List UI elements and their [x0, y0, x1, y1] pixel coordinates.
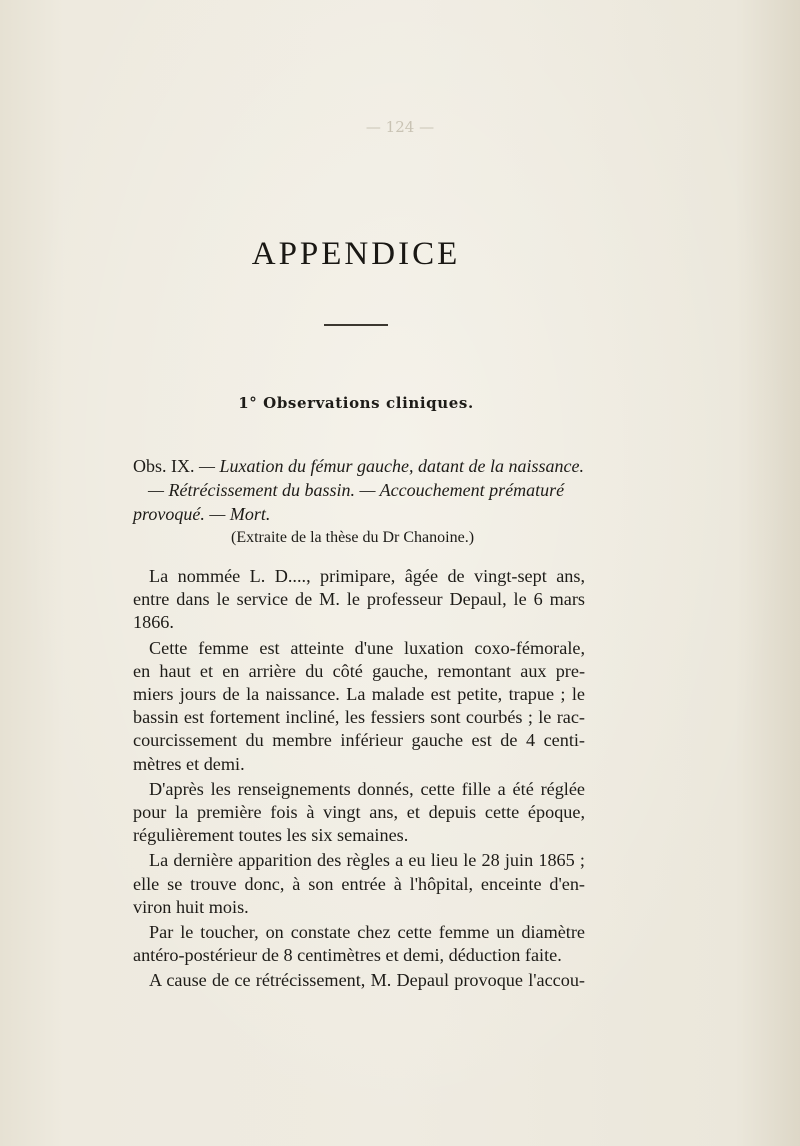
title-divider [324, 324, 388, 326]
observation-line-1 [133, 454, 593, 478]
body-text [133, 565, 585, 993]
paragraph [133, 969, 585, 992]
text-line: en haut et en arrière du côté gauche, remontant aux pre- [133, 660, 585, 681]
text-line: régulièrement toutes les six semaines. [133, 825, 409, 846]
paragraph [133, 637, 585, 776]
observation-source: (Extraite de la thèse du Dr Chanoine.) [231, 529, 475, 546]
text-line: elle se trouve donc, à son entrée à l'hôpital, enceinte d'en- [133, 873, 585, 894]
text-line: antéro-postérieur de 8 centimètres et demi, déduction faite. [133, 945, 562, 966]
paragraph [133, 921, 585, 967]
observation-line-2: — Rétrécissement du bassin. — Accouchement prématuré [148, 480, 565, 500]
observation-title-part-1: — Luxation du fémur gauche, datant de la naissance. [199, 456, 584, 476]
text-line: La dernière apparition des règles a eu lieu le 28 juin 1865 ; [149, 850, 585, 871]
text-line: entre dans le service de M. le professeur Depaul, le 6 mars [133, 589, 585, 610]
paragraph [133, 565, 585, 635]
text-line: D'après les renseignements donnés, cette fille a été réglée [149, 778, 585, 799]
text-line: pour la première fois à vingt ans, et depuis cette époque, [133, 802, 585, 823]
text-line: viron huit mois. [133, 896, 249, 917]
text-line: 1866. [133, 612, 174, 633]
observation-line-3: provoqué. — Mort. [133, 504, 271, 524]
text-line: bassin est fortement incliné, les fessiers sont courbés ; le rac- [133, 707, 585, 728]
text-line: Cette femme est atteinte d'une luxation coxo-fémorale, [149, 637, 585, 658]
page-title: APPENDICE [251, 236, 461, 272]
page-folio: — 124 — [365, 118, 435, 136]
observation-heading [133, 454, 593, 526]
section-heading: 1° Observations cliniques. [238, 394, 474, 412]
text-line: La nommée L. D...., primipare, âgée de vingt-sept ans, [149, 566, 585, 586]
text-line: miers jours de la naissance. La malade est petite, trapue ; le [133, 684, 585, 705]
observation-label: Obs. IX. [133, 456, 195, 476]
text-line: A cause de ce rétrécissement, M. Depaul provoque l'accou- [149, 970, 585, 991]
text-line: courcissement du membre inférieur gauche est de 4 centi- [133, 730, 585, 751]
paragraph [133, 849, 585, 919]
paragraph [133, 778, 585, 848]
text-line: Par le toucher, on constate chez cette femme un diamètre [149, 922, 585, 943]
text-line: mètres et demi. [133, 753, 245, 774]
